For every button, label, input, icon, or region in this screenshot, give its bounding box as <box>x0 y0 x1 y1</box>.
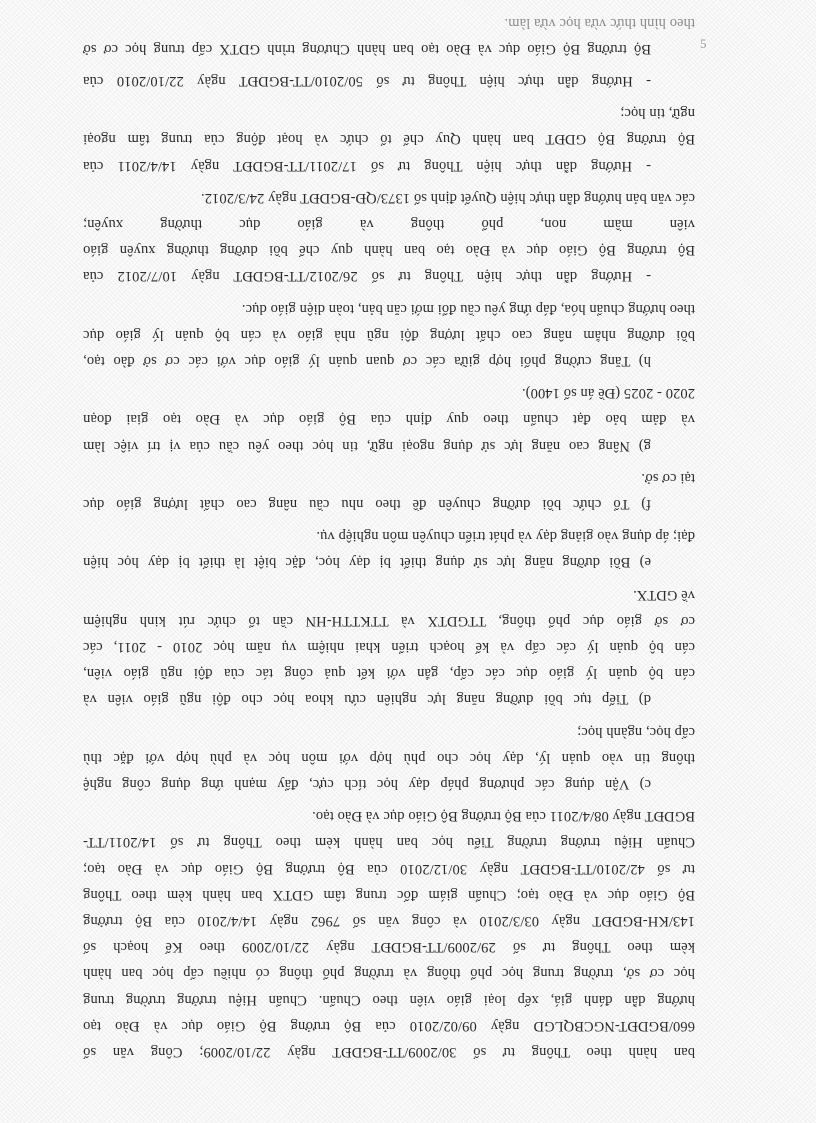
text-line: 660/BGDĐT-NGCBQLGD ngày 09/02/2010 của Bộ trưởng Bộ Giáo dục và Đào tạo <box>83 1017 695 1034</box>
text-line: g) Nâng cao năng lực sử dụng ngoại ngữ, tin học theo yêu cầu của vị trí việc làm <box>83 437 651 454</box>
text-line: - Hướng dẫn thực hiện Thông tư số 26/2012/TT-BGDĐT ngày 10/7/2012 của <box>83 268 651 285</box>
text-line: Bộ trưởng Bộ Giáo dục và Đào tạo ban hành quy chế bồi dưỡng thường xuyên giáo <box>83 242 695 259</box>
text-line: học cơ sở, trường trung học phổ thông và trường phổ thông có nhiều cấp học ban hành <box>83 965 695 982</box>
text-line: Chuẩn Hiệu trưởng trường Tiểu học ban hành kèm theo Thông tư số 14/2011/TT- <box>83 834 695 851</box>
text-line: Bộ trưởng Bộ GDĐT ban hành Quy chế tổ chức và hoạt động của trung tâm ngoại <box>83 131 695 148</box>
text-line: - Hướng dẫn thực hiện Thông tư số 17/2011/TT-BGDĐT ngày 14/4/2011 của <box>83 157 651 174</box>
text-line: cơ sở giáo dục phổ thông, TTGDTX và TTKTTH-HN cần tổ chức rút kinh nghiệm <box>83 612 695 629</box>
text-line: theo hướng chuẩn hóa, đáp ứng yêu cầu đổi mới căn bản, toàn diện giáo dục. <box>241 300 695 317</box>
text-line: đại; áp dụng vào giảng dạy và phát triển chuyên môn nghiệp vụ. <box>316 528 695 545</box>
text-line: ban hành theo Thông tư số 30/2009/TT-BGDĐT ngày 22/10/2009; Công văn số <box>83 1044 695 1060</box>
text-line: bồi dưỡng nhằm nâng cao chất lượng đội ngũ nhà giáo và cán bộ quản lý giáo dục <box>83 326 695 343</box>
text-line: c) Vận dụng các phương pháp dạy học tích cực, đẩy mạnh ứng dụng công nghệ <box>83 776 651 792</box>
text-line: theo hình thức vừa học vừa làm. <box>504 14 695 31</box>
text-line: thông tin vào quản lý, dạy học cho phù hợp với môn học và phù hợp với đặc thù <box>83 749 695 766</box>
text-line: 2020 - 2025 (Đề án số 1400). <box>521 385 695 402</box>
text-line: d) Tiếp tục bồi dưỡng năng lực nghiên cứu khoa học cho đội ngũ giáo viên và <box>83 691 651 708</box>
text-line: tư số 42/2010/TT-BGDĐT ngày 30/12/2010 của Bộ trưởng Bộ Giáo dục và Đào tạo; <box>83 860 695 877</box>
text-line: ngữ, tin học; <box>620 105 695 122</box>
text-line: 143/KH-BGDĐT ngày 03/3/2010 và công văn số 7962 ngày 14/4/2010 của Bộ trưởng <box>83 913 695 929</box>
text-line: cấp học, ngành học; <box>577 723 695 740</box>
text-line: và đảm bảo đạt chuẩn theo quy định của Bộ giáo dục và Đào tạo giai đoạn <box>83 411 695 428</box>
text-line: kèm theo Thông tư số 29/2009/TT-BGDĐT ngày 22/10/2009 theo Kế hoạch số <box>83 939 695 956</box>
text-line: h) Tăng cường phối hợp giữa các cơ quan quản lý giáo dục với các cơ sở đào tạo, <box>83 353 651 369</box>
text-line: cán bộ quản lý giáo dục các cấp, gắn với kết quả công tác của đội ngũ giáo viên, <box>83 665 695 682</box>
text-line: Bộ trưởng Bộ Giáo dục và Đào tạo ban hành Chương trình GDTX cấp trung học cơ sở <box>83 40 651 57</box>
text-line: cán bộ quản lý các cấp và kế hoạch triển khai nhiệm vụ năm học 2010 - 2011, các <box>83 639 695 655</box>
text-line: hướng dẫn đánh giá, xếp loại giáo viên theo Chuẩn. Chuẩn Hiệu trưởng trường trung <box>83 991 695 1008</box>
text-line: tại cơ sở. <box>641 469 695 486</box>
page-number: 5 <box>700 36 707 51</box>
text-line: viên mầm non, phổ thông và giáo dục thường xuyên; <box>83 216 695 232</box>
text-line: e) Bồi dưỡng năng lực sử dụng thiết bị dạy học, đặc biệt là thiết bị dạy học hiện <box>83 554 651 571</box>
text-line: f) Tổ chức bồi dưỡng chuyên đề theo nhu cầu nâng cao chất lượng giáo dục <box>83 496 651 512</box>
text-line: BGDĐT ngày 08/4/2011 của Bộ trưởng Bộ Giáo dục và Đào tạo. <box>312 808 695 825</box>
text-line: - Hướng dẫn thực hiện Thông tư số 50/2010/TT-BGDĐT ngày 22/10/2010 của <box>83 73 651 89</box>
text-line: Bộ Giáo dục và Đào tạo; Chuẩn giám đốc trung tâm GDTX ban hành kèm theo Thông <box>83 886 695 903</box>
text-line: các văn bản hướng dẫn thực hiện Quyết định số 1373/QĐ-BGDĐT ngày 24/3/2012. <box>200 189 695 206</box>
text-line: về GDTX. <box>632 586 695 603</box>
